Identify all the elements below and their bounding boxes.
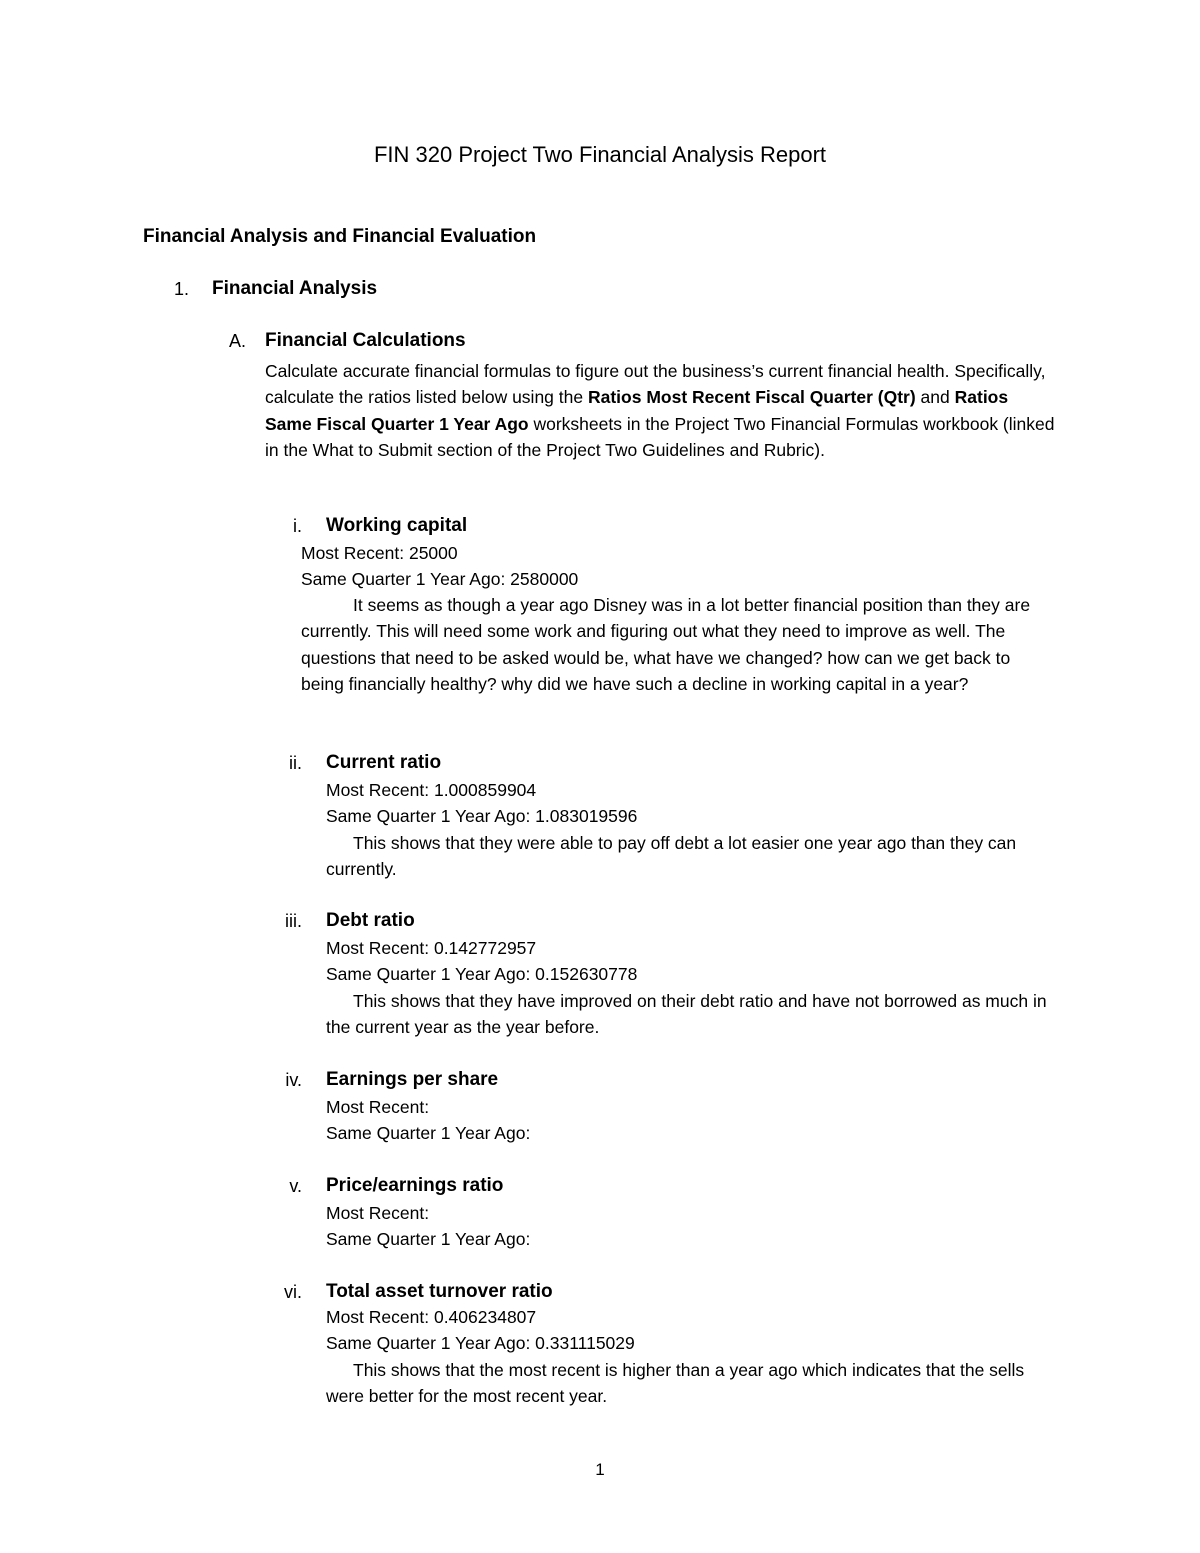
ratio-year-ago: Same Quarter 1 Year Ago: 2580000 <box>301 569 579 589</box>
ratio-heading-earnings-per-share: Earnings per share <box>326 1069 499 1090</box>
list-number-1: 1. <box>174 279 190 299</box>
ratio-year-ago: Same Quarter 1 Year Ago: <box>326 1229 531 1249</box>
ratio-most-recent: Most Recent: 0.406234807 <box>326 1307 537 1327</box>
ratio-heading-total-asset-turnover: Total asset turnover ratio <box>326 1281 553 1302</box>
instructions-text-3: worksheets in the Project Two Financial Formulas workbook (linked in the What to Submit section of the Project Two Guidelines and Rubric). <box>265 413 1055 461</box>
ratio-most-recent: Most Recent: 25000 <box>301 543 458 563</box>
ratio-numeral: vi. <box>284 1282 302 1302</box>
ratio-comment <box>326 830 1051 883</box>
instructions-bold-2: Ratios Same Fiscal Quarter 1 Year Ago <box>265 387 1009 434</box>
ratio-most-recent: Most Recent: 0.142772957 <box>326 938 537 958</box>
ratio-comment <box>326 1357 1051 1410</box>
ratio-numeral: i. <box>293 516 302 536</box>
ratio-numeral: iv. <box>285 1070 302 1090</box>
instructions-bold-1: Ratios Most Recent Fiscal Quarter (Qtr) <box>587 387 916 408</box>
ratio-year-ago: Same Quarter 1 Year Ago: <box>326 1123 531 1143</box>
ratio-numeral: v. <box>289 1176 302 1196</box>
ratio-numeral: ii. <box>289 753 302 773</box>
subsection-heading-financial-calculations: Financial Calculations <box>265 330 466 351</box>
ratio-year-ago: Same Quarter 1 Year Ago: 1.083019596 <box>326 806 638 826</box>
ratio-comment-text: This shows that they were able to pay off debt a lot easier one year ago than they can currently. <box>326 833 1017 880</box>
section-heading: Financial Analysis and Financial Evaluation <box>143 226 537 247</box>
ratio-comment-text: It seems as though a year ago Disney was in a lot better financial position than they are currently. This will need some work and figuring out what they need to improve as well. The questions that need to be asked would be, what have we changed? how can we get back to being financially healthy? why did we have such a decline in working capital in a year? <box>301 595 1031 695</box>
ratio-most-recent: Most Recent: <box>326 1097 430 1117</box>
instructions-text-1: Calculate accurate financial formulas to figure out the business’s current financial health. Specifically, calculate the ratios listed below using the <box>265 361 1046 408</box>
page-title: FIN 320 Project Two Financial Analysis Report <box>373 142 827 167</box>
ratio-heading-price-earnings-ratio: Price/earnings ratio <box>326 1175 504 1196</box>
ratio-numeral: iii. <box>285 911 302 931</box>
ratio-heading-current-ratio: Current ratio <box>326 752 442 773</box>
ratio-comment-text: This shows that they have improved on their debt ratio and have not borrowed as much in the current year as the year before. <box>326 991 1047 1038</box>
ratio-year-ago: Same Quarter 1 Year Ago: 0.331115029 <box>326 1333 635 1353</box>
subsection-heading-financial-analysis: Financial Analysis <box>212 278 378 299</box>
instructions-paragraph <box>265 358 1055 464</box>
ratio-comment <box>326 988 1051 1041</box>
ratio-comment-text: This shows that the most recent is higher than a year ago which indicates that the sells were better for the most recent year. <box>326 1360 1025 1407</box>
instructions-text-2: and <box>915 387 955 408</box>
page-number: 1 <box>595 1460 605 1479</box>
ratio-comment <box>301 592 1046 698</box>
ratio-most-recent: Most Recent: 1.000859904 <box>326 780 537 800</box>
ratio-most-recent: Most Recent: <box>326 1203 430 1223</box>
ratio-year-ago: Same Quarter 1 Year Ago: 0.152630778 <box>326 964 638 984</box>
ratio-heading-debt-ratio: Debt ratio <box>326 910 415 931</box>
ratio-heading-working-capital: Working capital <box>326 515 468 536</box>
list-letter-a: A. <box>229 331 247 351</box>
